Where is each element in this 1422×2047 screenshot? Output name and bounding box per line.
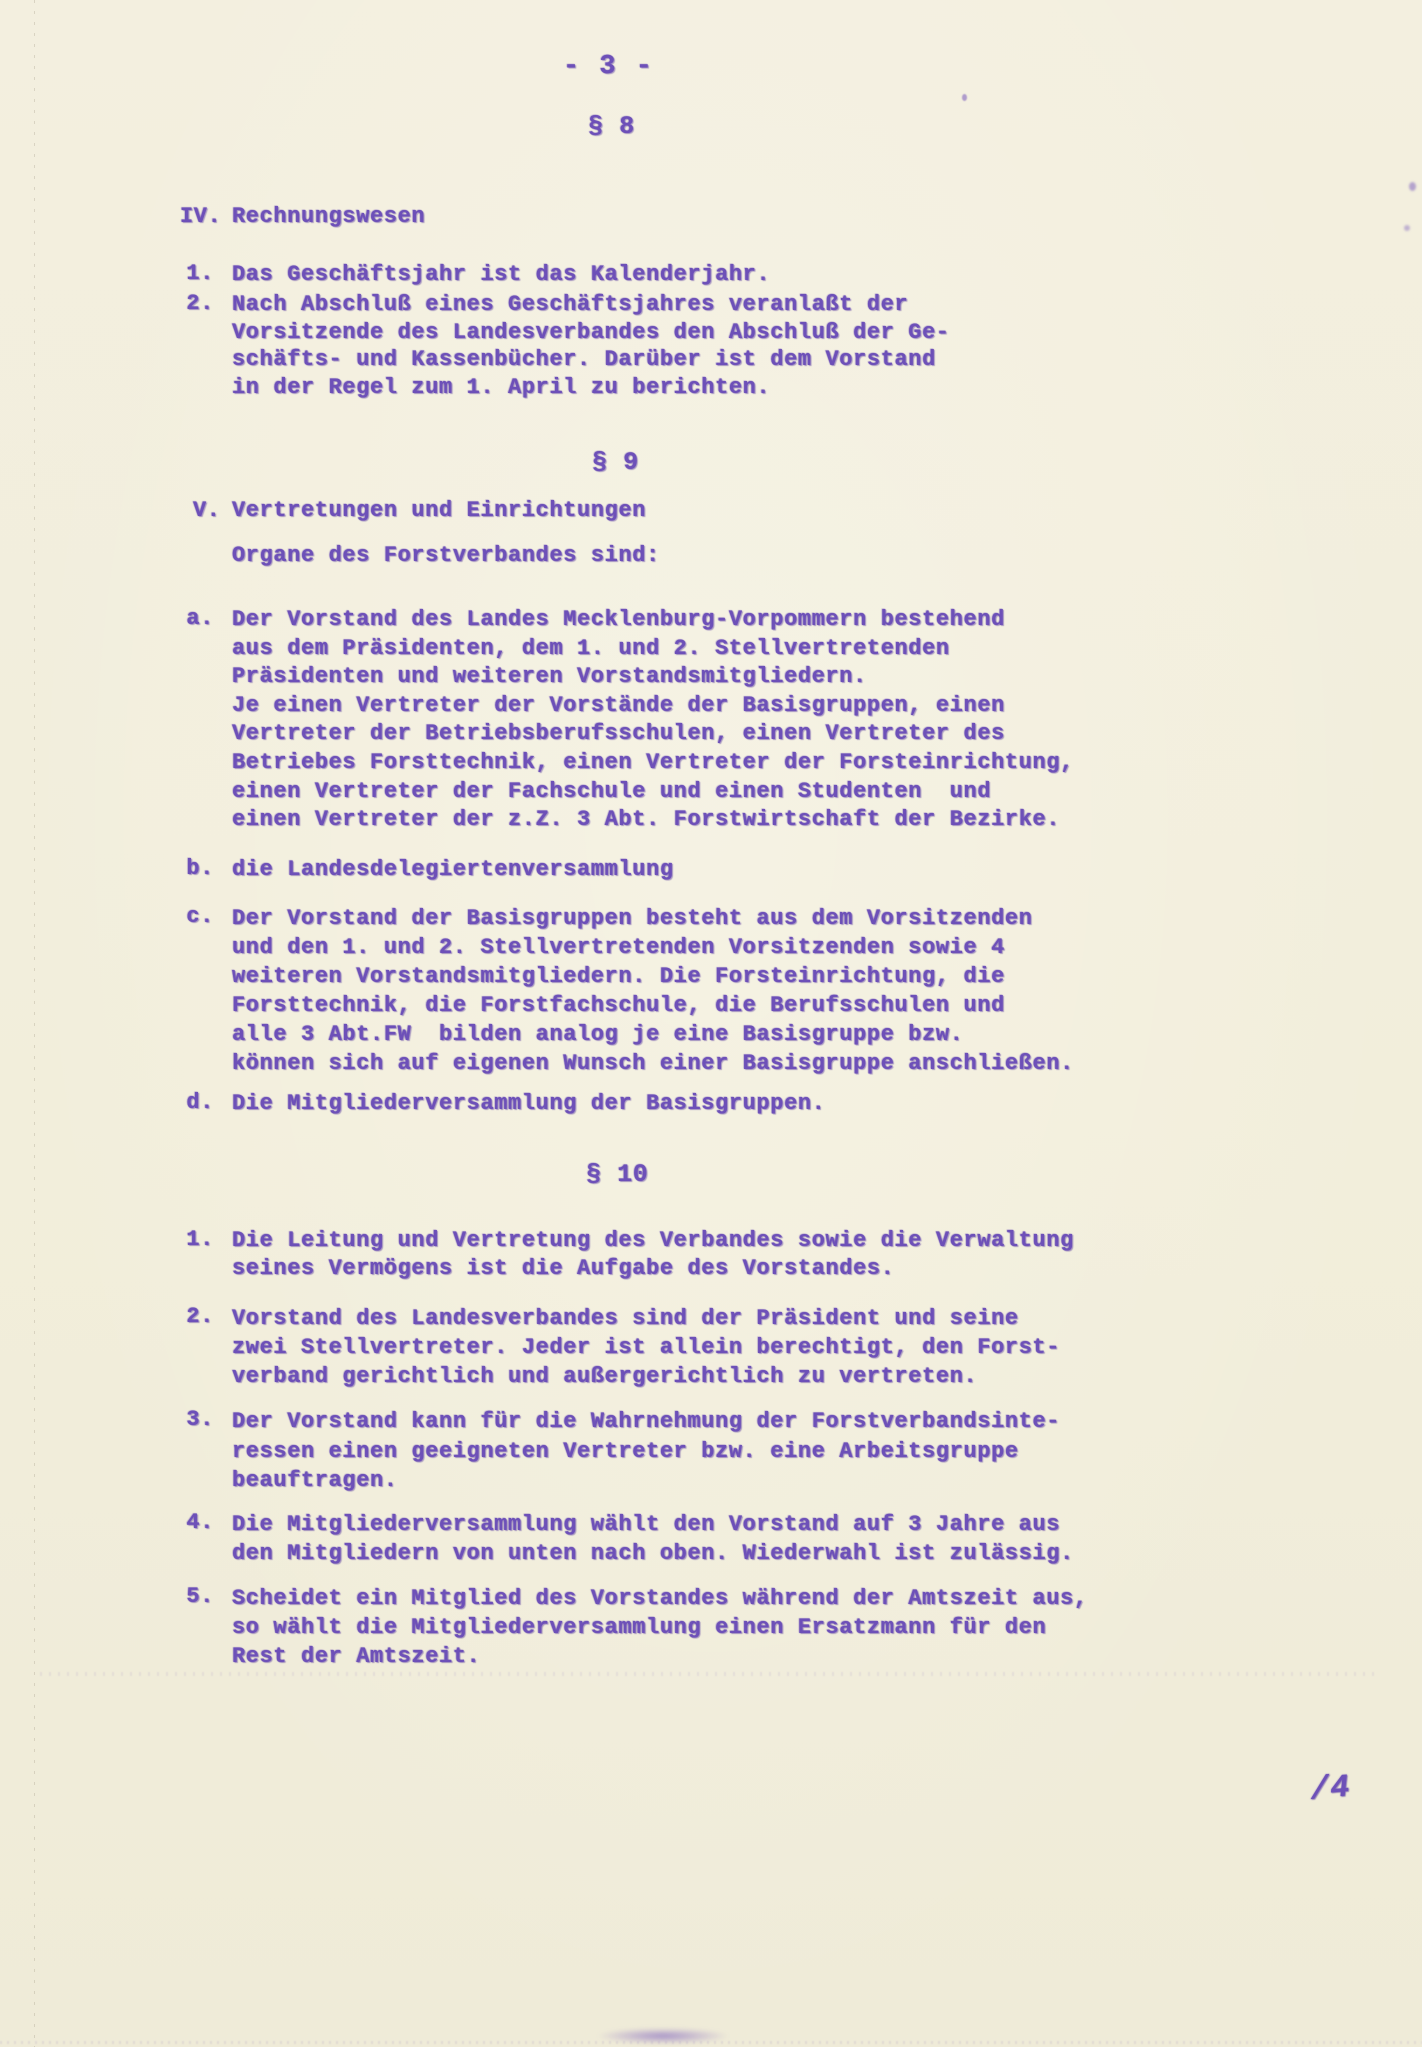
text-line: Vorsitzende des Landesverbandes den Abschluß der Ge- [232,319,950,345]
item-marker: 5. [186,1584,214,1609]
list-item [180,1510,1074,1568]
ink-speck [962,94,967,101]
print-noise-row [0,2041,1422,2044]
item-marker: d. [186,1090,214,1115]
page-number: - 3 - [563,52,655,82]
text-line: aus dem Präsidenten, dem 1. und 2. Stellvertretenden [232,635,950,661]
text-line: alle 3 Abt.FW bilden analog je eine Basisgruppe bzw. [232,1022,964,1047]
text-line: in der Regel zum 1. April zu berichten. [232,374,771,400]
handwritten-page-mark: /4 [1308,1768,1352,1809]
list-item [180,1407,1060,1496]
list-item [180,606,1074,835]
text-line: Je einen Vertreter der Vorstände der Basisgruppen, einen [232,692,1005,718]
list-item [180,261,770,289]
item-marker: 1. [186,261,214,286]
item-marker: b. [186,856,214,881]
list-item [180,1090,826,1118]
text-line: die Landesdelegiertenversammlung [232,857,674,882]
item-marker: c. [186,904,214,929]
text-line: Scheidet ein Mitglied des Vorstandes während der Amtszeit aus, [232,1586,1088,1611]
text-line: Vorstand des Landesverbandes sind der Präsident und seine [232,1306,1019,1331]
section-marker: IV. [180,204,222,229]
section-subtitle: Organe des Forstverbandes sind: [232,543,660,568]
paragraph-heading: § 8 [588,112,635,141]
text-line: seines Vermögens ist die Aufgabe des Vorstandes. [232,1256,895,1281]
text-line: Vertreter der Betriebsberufsschulen, einen Vertreter des [232,721,1005,747]
paragraph-heading: § 10 [586,1160,649,1189]
section-marker: V. [193,498,221,523]
text-line: Präsidenten und weiteren Vorstandsmitgliedern. [232,664,867,690]
text-line: Betriebes Forsttechnik, einen Vertreter der Forsteinrichtung, [232,749,1074,775]
text-line: Die Leitung und Vertretung des Verbandes sowie die Verwaltung [232,1228,1074,1253]
paragraph-heading: § 9 [592,448,639,477]
ink-speck [1404,225,1410,231]
text-line: Die Mitgliederversammlung wählt den Vorstand auf 3 Jahre aus [232,1512,1061,1537]
item-marker: 4. [186,1510,214,1535]
print-noise-row [40,1672,1380,1676]
paper-fold-line [34,0,35,2047]
section-title: Vertretungen und Einrichtungen [232,498,647,523]
text-line: beauftragen. [232,1468,398,1493]
text-line: weiteren Vorstandsmitgliedern. Die Forsteinrichtung, die [232,964,1005,989]
text-line: schäfts- und Kassenbücher. Darüber ist dem Vorstand [232,347,936,372]
text-line: verband gerichtlich und außergerichtlich zu vertreten. [232,1364,978,1389]
ink-speck [1409,182,1416,191]
text-line: den Mitgliedern von unten nach oben. Wiederwahl ist zulässig. [232,1541,1074,1566]
text-line: ressen einen geeigneten Vertreter bzw. eine Arbeitsgruppe [232,1438,1019,1464]
text-line: können sich auf eigenen Wunsch einer Basisgruppe anschließen. [232,1051,1074,1076]
text-line: und den 1. und 2. Stellvertretenden Vorsitzenden sowie 4 [232,935,1005,960]
list-item [180,856,674,884]
item-marker: 2. [186,291,214,316]
text-line: so wählt die Mitgliederversammlung einen Ersatzmann für den [232,1615,1047,1640]
list-item [180,1584,1088,1671]
list-item [180,904,1074,1078]
text-line: Die Mitgliederversammlung der Basisgruppen. [232,1091,826,1116]
text-line: Forsttechnik, die Forstfachschule, die Berufsschulen und [232,993,1005,1018]
section-title: Rechnungswesen [232,204,426,229]
item-marker: 1. [186,1227,214,1252]
text-line: Der Vorstand der Basisgruppen besteht aus dem Vorsitzenden [232,906,1033,931]
text-line: Das Geschäftsjahr ist das Kalenderjahr. [232,262,771,287]
text-line: Rest der Amtszeit. [232,1644,481,1669]
item-marker: a. [186,606,214,631]
item-marker: 2. [186,1304,214,1329]
text-line: einen Vertreter der Fachschule und einen Studenten und [232,778,992,804]
list-item [180,291,950,401]
text-line: Der Vorstand kann für die Wahrnehmung der Forstverbandsinte- [232,1409,1061,1434]
text-line: Der Vorstand des Landes Mecklenburg-Vorpommern bestehend [232,607,1005,632]
text-line: Nach Abschluß eines Geschäftsjahres veranlaßt der [232,292,909,317]
text-line: einen Vertreter der z.Z. 3 Abt. Forstwirtschaft der Bezirke. [232,807,1061,833]
list-item [180,1304,1060,1391]
text-line: zwei Stellvertreter. Jeder ist allein berechtigt, den Forst- [232,1335,1061,1360]
item-marker: 3. [186,1407,214,1432]
list-item [180,1227,1074,1283]
